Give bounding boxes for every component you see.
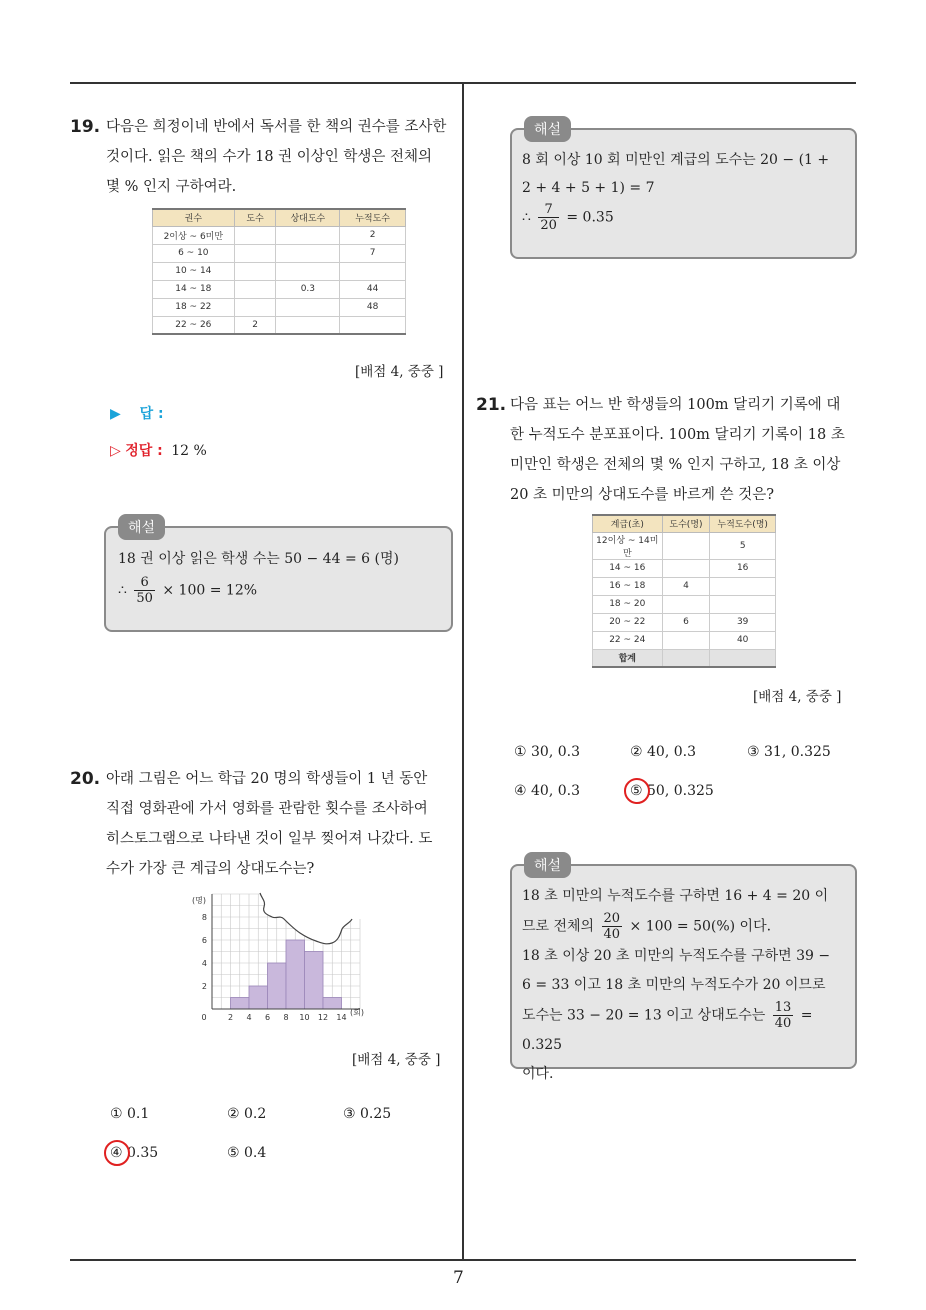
q21-line: 다음 표는 어느 반 학생들의 100m 달리기 기록에 대 — [510, 397, 841, 413]
q21-choice-2[interactable]: ② 40, 0.3 — [630, 744, 696, 760]
fraction-denominator: 40 — [603, 927, 621, 942]
q20-text — [106, 764, 456, 884]
q19-frequency-table — [152, 208, 406, 335]
table-header: 누적도수(명) — [710, 515, 776, 532]
explanation-expression: × 100 = 12% — [162, 582, 258, 599]
q21-line: 20 초 미만의 상대도수를 바르게 쓴 것은? — [510, 487, 774, 503]
explanation-expression: = 0.35 — [566, 209, 614, 226]
y-tick-label: 6 — [201, 936, 207, 945]
fraction-numerator: 20 — [603, 911, 621, 926]
explanation-text: 므로 전체의 — [522, 918, 595, 935]
explanation-tab: 해설 — [524, 852, 571, 878]
table-row — [593, 532, 776, 559]
histogram-bar — [286, 940, 305, 1009]
q21-choice-3[interactable]: ③ 31, 0.325 — [747, 744, 831, 760]
table-header: 도수 — [234, 209, 276, 226]
y-tick-label: 8 — [201, 913, 207, 922]
table-cell — [662, 559, 710, 577]
play-arrow-icon: ▶ — [110, 406, 121, 422]
q19-line: 다음은 희정이네 반에서 독서를 한 책의 권수를 조사한 — [106, 119, 447, 135]
table-cell: 16 — [710, 559, 776, 577]
table-cell: 16 ~ 18 — [593, 577, 663, 595]
explanation-line: 이다. — [522, 1066, 554, 1082]
therefore-symbol: ∴ — [522, 209, 531, 226]
table-cell — [662, 649, 710, 667]
table-cell: 40 — [710, 631, 776, 649]
histogram-xlabel: (회) — [350, 1008, 364, 1017]
x-tick-label: 10 — [299, 1013, 310, 1022]
table-cell — [234, 298, 276, 316]
table-cell: 48 — [340, 298, 406, 316]
table-row — [153, 280, 406, 298]
table-cell — [276, 262, 340, 280]
q20-line: 히스토그램으로 나타낸 것이 일부 찢어져 나갔다. 도 — [106, 831, 433, 847]
table-cell: 0.3 — [276, 280, 340, 298]
fraction — [134, 575, 155, 606]
table-row — [153, 244, 406, 262]
table-cell — [662, 532, 710, 559]
histogram-bar — [268, 963, 287, 1009]
fraction-numerator: 13 — [774, 1000, 792, 1015]
explanation-line: 8 회 이상 10 회 미만인 계급의 도수는 20 − (1 + — [522, 152, 830, 168]
q21-choice-4[interactable]: ④ 40, 0.3 — [514, 783, 580, 799]
q21-score-meta: [배점 4, 중중 ] — [753, 689, 842, 705]
q21-cumulative-table — [592, 514, 776, 668]
table-cell: 14 ~ 18 — [153, 280, 235, 298]
q21-text — [510, 390, 860, 510]
q19-line: 것이다. 읽은 책의 수가 18 권 이상인 학생은 전체의 — [106, 149, 433, 165]
table-cell — [276, 298, 340, 316]
explanation-line: 6 = 33 이고 18 초 미만의 누적도수가 20 이므로 — [522, 977, 826, 993]
q20-score-meta: [배점 4, 중중 ] — [352, 1052, 441, 1068]
explanation-tab: 해설 — [118, 514, 165, 540]
table-row — [593, 559, 776, 577]
explanation-line: 2 + 4 + 5 + 1) = 7 — [522, 180, 655, 196]
table-cell: 10 ~ 14 — [153, 262, 235, 280]
table-cell — [710, 595, 776, 613]
explanation-line: 18 초 미만의 누적도수를 구하면 16 + 4 = 20 이 — [522, 888, 829, 904]
fraction-numerator: 7 — [538, 202, 559, 218]
q19-score-meta: [배점 4, 중중 ] — [355, 364, 444, 380]
table-cell: 22 ~ 24 — [593, 631, 663, 649]
q20-choice-2[interactable]: ② 0.2 — [227, 1106, 267, 1122]
table-cell: 39 — [710, 613, 776, 631]
table-cell — [234, 262, 276, 280]
explanation-line — [522, 202, 852, 233]
answer-mark-circle — [624, 778, 650, 804]
x-tick-label: 6 — [264, 1013, 271, 1022]
q20-line: 수가 가장 큰 계급의 상대도수는? — [106, 861, 315, 877]
y-tick-label: 2 — [201, 982, 207, 991]
table-row — [593, 613, 776, 631]
table-cell: 14 ~ 16 — [593, 559, 663, 577]
q20-choice-3[interactable]: ③ 0.25 — [343, 1106, 392, 1122]
table-row — [593, 649, 776, 667]
table-row — [153, 298, 406, 316]
table-cell: 12이상 ~ 14미만 — [593, 532, 663, 559]
fraction-denominator: 20 — [540, 218, 557, 233]
table-cell: 2이상 ~ 6미만 — [153, 226, 235, 244]
histogram-bar — [249, 986, 268, 1009]
table-header: 계급(초) — [593, 515, 663, 532]
histogram-bar — [231, 998, 250, 1010]
table-cell: 2 — [340, 226, 406, 244]
x-tick-label: 2 — [227, 1013, 234, 1022]
table-cell: 44 — [340, 280, 406, 298]
hollow-arrow-icon: ▷ — [110, 443, 121, 459]
table-cell: 5 — [710, 532, 776, 559]
table-cell — [276, 316, 340, 334]
bottom-rule — [70, 1259, 856, 1261]
table-cell: 22 ~ 26 — [153, 316, 235, 334]
q21-choice-1[interactable]: ① 30, 0.3 — [514, 744, 580, 760]
explanation-line — [522, 1000, 852, 1060]
table-row — [593, 631, 776, 649]
explanation-tab: 해설 — [524, 116, 571, 142]
q21-line: 한 누적도수 분포표이다. 100m 달리기 기록이 18 초 — [510, 427, 845, 443]
table-cell: 4 — [662, 577, 710, 595]
table-row — [593, 595, 776, 613]
explanation-line: 18 권 이상 읽은 학생 수는 50 − 44 = 6 (명) — [118, 551, 399, 567]
table-cell: 18 ~ 20 — [593, 595, 663, 613]
answer-mark-circle — [104, 1140, 130, 1166]
answer-label: 답 : — [139, 406, 164, 422]
table-cell — [340, 316, 406, 334]
table-cell — [710, 577, 776, 595]
table-cell — [276, 244, 340, 262]
table-cell: 20 ~ 22 — [593, 613, 663, 631]
histogram-bar — [323, 998, 342, 1010]
table-cell — [234, 244, 276, 262]
fraction-denominator: 50 — [136, 591, 153, 606]
x-tick-label: 14 — [336, 1013, 347, 1022]
q19-text — [106, 112, 456, 202]
q19-correct-row — [110, 440, 207, 460]
explanation-line — [118, 575, 448, 606]
histogram-ylabel: (명) — [192, 896, 206, 905]
q19-answer-row — [110, 403, 164, 423]
therefore-symbol: ∴ — [118, 582, 127, 599]
fraction — [538, 202, 559, 233]
explanation-line: 18 초 이상 20 초 미만의 누적도수를 구하면 39 − — [522, 948, 831, 964]
explanation-expression: = 0.325 — [522, 1007, 813, 1053]
q20-explanation-text — [522, 146, 852, 233]
table-row — [153, 262, 406, 280]
table-cell — [340, 262, 406, 280]
x-tick-label: 8 — [283, 1013, 289, 1022]
x-tick-label: 0 — [201, 1013, 207, 1022]
explanation-expression: × 100 = 50(%) 이다. — [629, 918, 772, 935]
table-cell — [234, 226, 276, 244]
q20-choice-1[interactable]: ① 0.1 — [110, 1106, 150, 1122]
fraction-denominator: 40 — [774, 1016, 792, 1031]
table-row — [153, 226, 406, 244]
histogram-bar — [305, 952, 324, 1010]
q19-line: 몇 % 인지 구하여라. — [106, 179, 237, 195]
explanation-text: 도수는 33 − 20 = 13 이고 상대도수는 — [522, 1007, 766, 1024]
table-cell: 7 — [340, 244, 406, 262]
q20-line: 직접 영화관에 가서 영화를 관람한 횟수를 조사하여 — [106, 801, 428, 817]
fraction — [602, 911, 623, 942]
table-header: 권수 — [153, 209, 235, 226]
table-header: 상대도수 — [276, 209, 340, 226]
table-sum-label: 합계 — [593, 649, 663, 667]
q19-number: 19. — [70, 117, 101, 137]
q21-choice-5[interactable]: ⑤ 50, 0.325 — [630, 783, 714, 799]
explanation-line — [522, 911, 852, 942]
table-cell — [234, 280, 276, 298]
q20-choice-5[interactable]: ⑤ 0.4 — [227, 1145, 267, 1161]
table-cell: 18 ~ 22 — [153, 298, 235, 316]
table-row — [153, 316, 406, 334]
table-cell — [710, 649, 776, 667]
correct-value: 12 % — [171, 443, 207, 459]
table-header: 도수(명) — [662, 515, 710, 532]
fraction — [773, 1000, 794, 1031]
x-tick-label: 4 — [246, 1013, 252, 1022]
table-cell — [662, 595, 710, 613]
table-cell — [276, 226, 340, 244]
table-cell: 6 ~ 10 — [153, 244, 235, 262]
q20-histogram — [180, 885, 380, 1025]
y-tick-label: 4 — [201, 959, 207, 968]
correct-label: 정답 : — [125, 443, 163, 459]
q20-number: 20. — [70, 769, 101, 789]
table-cell: 2 — [234, 316, 276, 334]
q20-line: 아래 그림은 어느 학급 20 명의 학생들이 1 년 동안 — [106, 771, 428, 787]
q21-explanation-text — [522, 882, 852, 1089]
table-header: 누적도수 — [340, 209, 406, 226]
column-divider — [462, 84, 464, 1260]
x-tick-label: 12 — [317, 1013, 329, 1022]
q21-number: 21. — [476, 395, 507, 415]
q20-choice-4[interactable]: ④ 0.35 — [110, 1145, 159, 1161]
q19-explanation-text — [118, 545, 448, 606]
torn-edge — [260, 885, 380, 944]
page-number: 7 — [453, 1268, 464, 1288]
q21-line: 미만인 학생은 전체의 몇 % 인지 구하고, 18 초 이상 — [510, 457, 841, 473]
table-row — [593, 577, 776, 595]
fraction-numerator: 6 — [134, 575, 155, 591]
table-cell — [662, 631, 710, 649]
table-cell: 6 — [662, 613, 710, 631]
